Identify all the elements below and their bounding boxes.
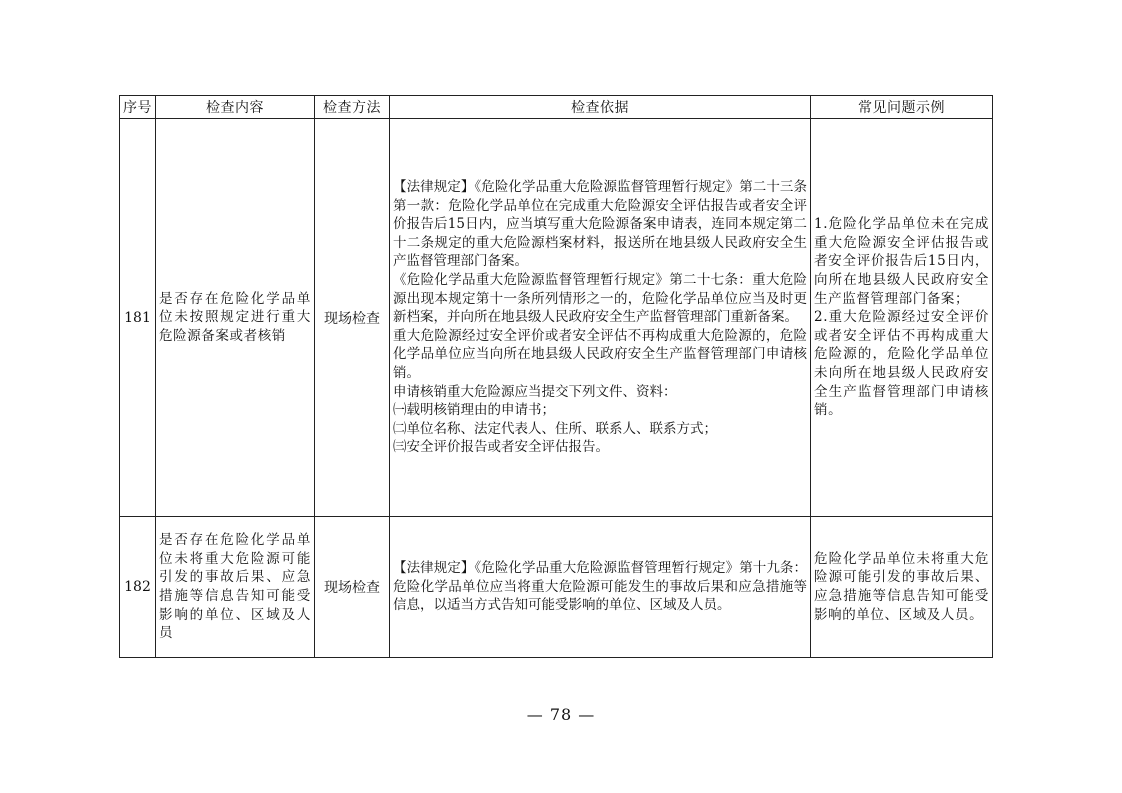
table-row [120,517,993,658]
header-serial-no: 序号 [120,96,156,119]
row-common-issues [811,215,992,420]
row-check-content: 是否存在危险化学品单位未按照规定进行重大危险源备案或者核销 [159,290,311,344]
row-serial-no: 182 [120,517,156,658]
basis-list-item: ㈠载明核销理由的申请书； [393,402,555,419]
basis-paragraph: 《危险化学品重大危险源监督管理暂行规定》第二十七条：重大危险源出现本规定第十一条所列情形之一的，危险化学品单位应当及时更新档案，并向所在地县级人民政府安全生产监督管理部门重新备案。 [393,272,807,326]
basis-list-item: ㈡单位名称、法定代表人、住所、联系人、联系方式； [393,420,717,437]
row-check-method: 现场检查 [315,517,390,658]
row-check-basis [390,559,810,615]
row-check-content: 是否存在危险化学品单位未将重大危险源可能引发的事故后果、应急措施等信息告知可能受影响的单位、区域及人员 [159,532,311,642]
page-number: — 78 — [526,705,596,724]
basis-paragraph: 申请核销重大危险源应当提交下列文件、资料： [393,383,677,400]
basis-paragraph: 重大危险源经过安全评价或者安全评估不再构成重大危险源的，危险化学品单位应当向所在地县级人民政府安全生产监督管理部门申请核销。 [393,327,807,381]
inspection-table [119,95,993,658]
row-check-method: 现场检查 [315,119,390,517]
header-common-issues: 常见问题示例 [811,96,993,119]
issue-item: 危险化学品单位未将重大危险源可能引发的事故后果、应急措施等信息告知可能受影响的单位、区域及人员。 [814,550,989,623]
row-check-basis [390,178,810,457]
basis-paragraph: 【法律规定】《危险化学品重大危险源监督管理暂行规定》第十九条：危险化学品单位应当将重大危险源可能发生的事故后果和应急措施等信息，以适当方式告知可能受影响的单位、区域及人员。 [393,560,807,614]
issue-item: 2.重大危险源经过安全评价或者安全评估不再构成重大危险源的，危险化学品单位未向所在地县级人民政府安全生产监督管理部门申请核销。 [814,309,989,419]
table-header-row [120,96,993,119]
header-check-method: 检查方法 [315,96,390,119]
basis-list-item: ㈢安全评价报告或者安全评估报告。 [393,439,609,456]
row-serial-no: 181 [120,119,156,517]
header-check-content: 检查内容 [156,96,315,119]
row-common-issues [811,550,992,624]
table-row [120,119,993,517]
header-check-basis: 检查依据 [390,96,811,119]
issue-item: 1.危险化学品单位未在完成重大危险源安全评估报告或者安全评价报告后15日内，向所在地县级人民政府安全生产监督管理部门备案； [814,216,989,307]
basis-paragraph: 【法律规定】《危险化学品重大危险源监督管理暂行规定》第二十三条第一款：危险化学品单位在完成重大危险源安全评估报告或者安全评价报告后15日内，应当填写重大危险源备案申请表，连同本规定第二十二条规定的重大危险源档案材料，报送所在地县级人民政府安全生产监督管理部门备案。 [393,179,807,270]
